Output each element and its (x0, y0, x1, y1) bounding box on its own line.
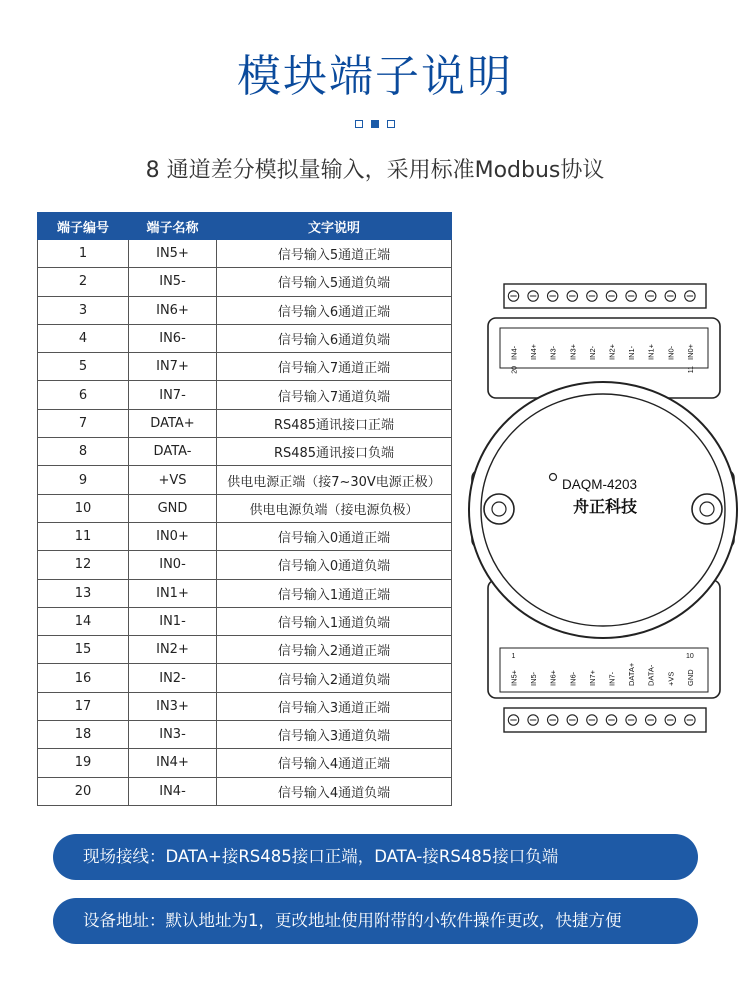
terminal-name-cell: IN2- (129, 664, 217, 692)
terminal-name-cell: IN3- (129, 721, 217, 749)
terminal-label: IN2+ (607, 343, 617, 360)
terminal-no-cell: 16 (38, 664, 129, 692)
terminal-name-cell: GND (129, 494, 217, 522)
terminal-name-cell: IN4+ (129, 749, 217, 777)
table-body (38, 240, 452, 806)
terminal-name-cell: DATA+ (129, 409, 217, 437)
terminal-no-cell: 1 (38, 240, 129, 268)
terminal-no-cell: 11 (38, 522, 129, 550)
table-row (38, 381, 452, 409)
dot-active-icon (371, 120, 379, 128)
description-cell: 信号输入3通道负端 (217, 721, 452, 749)
table-row (38, 268, 452, 296)
address-banner: 设备地址：默认地址为1，更改地址使用附带的小软件操作更改，快捷方便 (53, 898, 698, 944)
table-row (38, 409, 452, 437)
decorative-dots (0, 120, 750, 128)
table-row (38, 494, 452, 522)
terminal-no-cell: 6 (38, 381, 129, 409)
header-terminal-name: 端子名称 (129, 213, 217, 240)
terminal-no-cell: 8 (38, 438, 129, 466)
description-cell: 信号输入0通道负端 (217, 551, 452, 579)
table-row (38, 353, 452, 381)
terminal-no-cell: 15 (38, 636, 129, 664)
table-row (38, 749, 452, 777)
description-cell: 信号输入3通道正端 (217, 692, 452, 720)
terminal-name-cell: IN6- (129, 324, 217, 352)
terminal-name-cell: IN3+ (129, 692, 217, 720)
terminal-no-cell: 5 (38, 353, 129, 381)
terminal-no-cell: 9 (38, 466, 129, 494)
terminal-no-cell: 3 (38, 296, 129, 324)
table-row (38, 607, 452, 635)
terminal-no-cell: 20 (38, 777, 129, 805)
table-row (38, 324, 452, 352)
terminal-name-cell: +VS (129, 466, 217, 494)
description-cell: 供电电源负端（接电源负极） (217, 494, 452, 522)
module-diagram (468, 280, 738, 742)
description-cell: 信号输入4通道正端 (217, 749, 452, 777)
terminal-label: IN7- (607, 671, 617, 686)
terminal-label: IN3+ (568, 343, 578, 360)
terminal-label: IN0+ (685, 343, 695, 360)
terminal-label: IN0- (666, 345, 676, 360)
terminal-label: IN1- (627, 345, 637, 360)
description-cell: 信号输入7通道正端 (217, 353, 452, 381)
terminal-no-cell: 2 (38, 268, 129, 296)
terminal-label: DATA- (646, 664, 656, 686)
terminal-no-cell: 12 (38, 551, 129, 579)
terminal-name-cell: IN0- (129, 551, 217, 579)
header-description: 文字说明 (217, 213, 452, 240)
terminal-name-cell: IN0+ (129, 522, 217, 550)
table-row (38, 438, 452, 466)
table-row (38, 466, 452, 494)
description-cell: 信号输入2通道负端 (217, 664, 452, 692)
terminal-name-cell: IN6+ (129, 296, 217, 324)
terminal-name-cell: IN2+ (129, 636, 217, 664)
table-row (38, 522, 452, 550)
table-header-row (38, 213, 452, 240)
terminal-no-cell: 19 (38, 749, 129, 777)
dot-icon (355, 120, 363, 128)
description-cell: 信号输入5通道正端 (217, 240, 452, 268)
terminal-name-cell: IN1- (129, 607, 217, 635)
description-cell: RS485通讯接口正端 (217, 409, 452, 437)
table-row (38, 721, 452, 749)
terminal-number: 1 (511, 653, 516, 660)
terminal-name-cell: IN1+ (129, 579, 217, 607)
terminal-no-cell: 13 (38, 579, 129, 607)
page-title: 模块端子说明 (237, 51, 513, 102)
terminal-label: IN4+ (529, 343, 539, 360)
description-cell: 信号输入7通道负端 (217, 381, 452, 409)
terminal-label: IN6+ (548, 669, 558, 686)
terminal-number: 10 (686, 653, 694, 660)
description-cell: 信号输入2通道正端 (217, 636, 452, 664)
module-model: DAQM-4203 (562, 477, 638, 492)
terminal-name-cell: IN5- (129, 268, 217, 296)
terminal-label: DATA+ (627, 662, 637, 686)
description-cell: RS485通讯接口负端 (217, 438, 452, 466)
description-cell: 信号输入6通道正端 (217, 296, 452, 324)
table-row (38, 636, 452, 664)
terminal-label: IN5- (529, 671, 539, 686)
page-subtitle: 8 通道差分模拟量输入，采用标准Modbus协议 (145, 158, 605, 183)
terminal-no-cell: 10 (38, 494, 129, 522)
status-led-icon (550, 474, 557, 481)
terminal-no-cell: 7 (38, 409, 129, 437)
terminal-label: IN3- (548, 345, 558, 360)
description-cell: 供电电源正端（接7~30V电源正极） (217, 466, 452, 494)
terminal-label: IN7+ (587, 669, 597, 686)
table-row (38, 240, 452, 268)
terminal-name-cell: IN7- (129, 381, 217, 409)
terminal-no-cell: 4 (38, 324, 129, 352)
terminal-label: IN6- (568, 671, 578, 686)
terminal-name-cell: IN7+ (129, 353, 217, 381)
description-cell: 信号输入1通道正端 (217, 579, 452, 607)
terminal-number: 11 (687, 366, 695, 374)
description-cell: 信号输入5通道负端 (217, 268, 452, 296)
terminal-no-cell: 17 (38, 692, 129, 720)
header-terminal-no: 端子编号 (38, 213, 129, 240)
table-row (38, 692, 452, 720)
terminal-label: IN1+ (646, 343, 656, 360)
terminal-number: 20 (511, 366, 519, 374)
terminal-label: GND (685, 669, 695, 686)
terminal-label: +VS (666, 671, 676, 686)
terminal-no-cell: 14 (38, 607, 129, 635)
terminal-label: IN5+ (509, 669, 519, 686)
terminal-name-cell: IN5+ (129, 240, 217, 268)
dot-icon (387, 120, 395, 128)
table-row (38, 777, 452, 805)
description-cell: 信号输入4通道负端 (217, 777, 452, 805)
description-cell: 信号输入1通道负端 (217, 607, 452, 635)
terminal-name-cell: IN4- (129, 777, 217, 805)
terminal-label: IN4- (509, 345, 519, 360)
terminal-table (37, 212, 452, 806)
terminal-label: IN2- (587, 345, 597, 360)
table-row (38, 296, 452, 324)
description-cell: 信号输入0通道正端 (217, 522, 452, 550)
module-brand: 舟正科技 (572, 497, 638, 516)
table-row (38, 551, 452, 579)
wiring-banner: 现场接线：DATA+接RS485接口正端，DATA-接RS485接口负端 (53, 834, 698, 880)
table-row (38, 664, 452, 692)
terminal-no-cell: 18 (38, 721, 129, 749)
terminal-name-cell: DATA- (129, 438, 217, 466)
table-row (38, 579, 452, 607)
description-cell: 信号输入6通道负端 (217, 324, 452, 352)
